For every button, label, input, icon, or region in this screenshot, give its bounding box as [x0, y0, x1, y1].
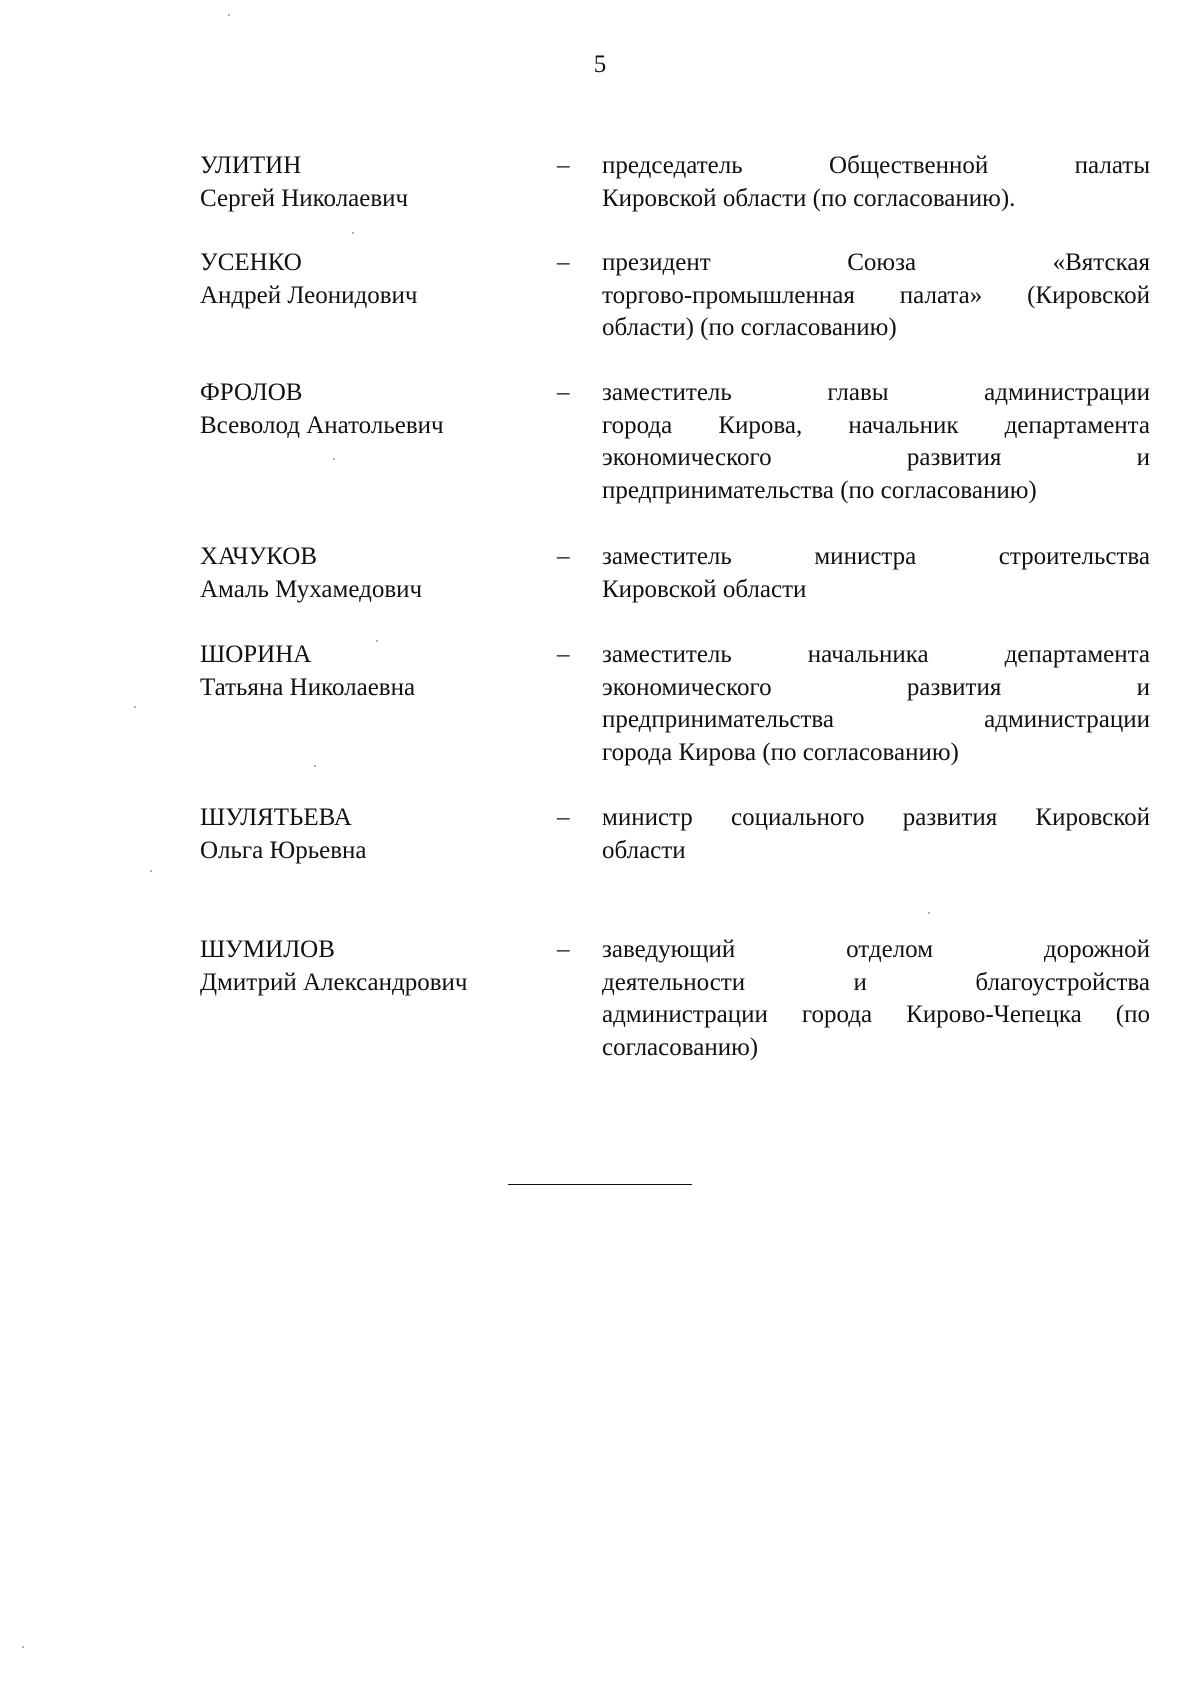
- member-entry: [200, 934, 1150, 1064]
- member-position: [602, 377, 1150, 507]
- scan-speck: [928, 912, 930, 914]
- position-line: президент Союза «Вятская: [602, 249, 1150, 276]
- member-given-names: Дмитрий Александрович: [200, 968, 468, 996]
- member-surname: ШУМИЛОВ: [200, 936, 335, 963]
- member-surname: УЛИТИН: [200, 152, 302, 179]
- member-position: [602, 150, 1150, 215]
- position-line: города Кирова, начальник департамента: [602, 411, 1150, 439]
- member-entry: [200, 377, 1150, 507]
- position-line: торгово-промышленная палата» (Кировской: [602, 281, 1150, 309]
- dash-separator: –: [557, 936, 570, 963]
- member-given-names: Всеволод Анатольевич: [200, 411, 444, 439]
- position-line: администрации города Кирово-Чепецка (по: [602, 1001, 1150, 1028]
- member-name: [200, 150, 540, 215]
- position-line: области: [602, 836, 686, 864]
- scan-speck: [150, 870, 152, 872]
- position-line: министр социального развития Кировской: [602, 804, 1150, 831]
- position-line: заместитель главы администрации: [602, 379, 1150, 406]
- position-line: города Кирова (по согласованию): [602, 738, 959, 766]
- member-name: [200, 377, 540, 507]
- member-surname: УСЕНКО: [200, 249, 302, 276]
- dash-separator: –: [557, 152, 570, 179]
- member-name: [200, 541, 540, 606]
- member-position: [602, 802, 1150, 867]
- position-line: заместитель министра строительства: [602, 543, 1150, 570]
- member-given-names: Сергей Николаевич: [200, 184, 409, 212]
- dash-separator: –: [557, 543, 570, 570]
- member-name: [200, 934, 540, 1064]
- member-given-names: Ольга Юрьевна: [200, 836, 367, 864]
- dash-separator: –: [557, 249, 570, 276]
- member-surname: ФРОЛОВ: [200, 379, 303, 406]
- member-surname: ШУЛЯТЬЕВА: [200, 804, 352, 831]
- dash-separator: –: [557, 804, 570, 831]
- scan-speck: [22, 1646, 24, 1648]
- member-position: [602, 541, 1150, 606]
- position-line: предпринимательства администрации: [602, 706, 1150, 733]
- position-line: согласованию): [602, 1033, 759, 1061]
- position-line: председатель Общественной палаты: [602, 152, 1150, 179]
- member-name: [200, 802, 540, 867]
- scan-speck: [134, 706, 136, 708]
- scan-speck: [314, 765, 316, 767]
- position-line: предпринимательства (по согласованию): [602, 476, 1037, 504]
- member-given-names: Амаль Мухамедович: [200, 575, 423, 603]
- member-entry: [200, 150, 1150, 215]
- member-position: [602, 639, 1150, 769]
- closing-rule: [508, 1184, 692, 1185]
- member-entry: [200, 541, 1150, 606]
- position-line: деятельности и благоустройства: [602, 968, 1150, 996]
- dash-separator: –: [557, 379, 570, 406]
- scan-speck: [333, 458, 335, 460]
- position-line: экономического развития и: [602, 673, 1150, 701]
- dash-separator: –: [557, 641, 570, 668]
- member-surname: ХАЧУКОВ: [200, 543, 318, 570]
- member-entry: [200, 802, 1150, 867]
- member-given-names: Татьяна Николаевна: [200, 673, 416, 701]
- scan-speck: [352, 232, 354, 234]
- position-line: Кировской области (по согласованию).: [602, 184, 1016, 212]
- position-line: экономического развития и: [602, 444, 1150, 471]
- position-line: области) (по согласованию): [602, 314, 897, 341]
- member-name: [200, 639, 540, 769]
- scan-speck: [228, 14, 230, 16]
- member-name: [200, 247, 540, 345]
- member-entry: [200, 247, 1150, 345]
- member-position: [602, 934, 1150, 1064]
- position-line: заместитель начальника департамента: [602, 641, 1150, 668]
- member-entry: [200, 639, 1150, 769]
- position-line: заведующий отделом дорожной: [602, 936, 1150, 963]
- page-number: 5: [593, 51, 607, 78]
- member-given-names: Андрей Леонидович: [200, 281, 418, 309]
- scan-speck: [376, 640, 378, 642]
- position-line: Кировской области: [602, 575, 807, 603]
- member-position: [602, 247, 1150, 345]
- member-surname: ШОРИНА: [200, 641, 312, 668]
